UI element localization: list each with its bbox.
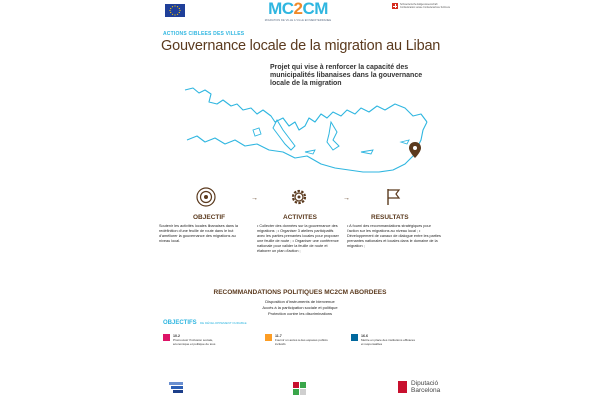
swiss-confederation-text: Schweizerische Eidgenossenschaft Confédération suisse Confederazione Svizzera bbox=[400, 3, 450, 9]
sdg-11-icon bbox=[265, 334, 272, 341]
swiss-cross-icon bbox=[392, 3, 398, 9]
sdg-description: Fournir un accès à des espaces publics inclusifs bbox=[275, 338, 328, 346]
sdg-description: Promouvoir l'inclusion sociale, économique et politique de tous bbox=[173, 338, 216, 346]
arrow-right-icon: → bbox=[251, 195, 258, 202]
sdg-number: 10.2 bbox=[173, 334, 180, 338]
diputacio-logo bbox=[398, 381, 407, 393]
recommendation-item: Disposition d'instruments de bienvenue bbox=[265, 299, 335, 304]
flag-icon bbox=[382, 186, 404, 208]
target-icon bbox=[195, 186, 217, 208]
gear-icon bbox=[288, 186, 310, 208]
resultats-body: • A fourni des recommandations stratégiques pour l'action sur les migrations au niveau local ; • Développement de canaux de dialogue entre les parties prenantes nationales et locales dans le domaine de la migration ; bbox=[347, 224, 441, 248]
project-subtitle: Projet qui vise à renforcer la capacité des municipalités libanaises dans la gouvernance locale de la migration bbox=[270, 64, 423, 87]
recommendations-title: RECOMMANDATIONS POLITIQUES MC2CM ABORDEES bbox=[213, 289, 387, 296]
logo-tagline: MIGRATION DE VILLE A VILLE EN MEDITERRANEE bbox=[264, 19, 332, 22]
activites-title: ACTIVITES bbox=[283, 214, 317, 221]
recommendation-item: Protection contre les discriminations bbox=[267, 311, 333, 316]
resultats-title: RESULTATS bbox=[371, 214, 409, 221]
partner-logo-left bbox=[167, 380, 187, 396]
page-title: Gouvernance locale de la migration au Liban bbox=[161, 38, 441, 54]
objectives-sublabel: DE DÉVELOPPEMENT DURABLE bbox=[200, 321, 247, 325]
mc2cm-logo: MC2CM MIGRATION DE VILLE A VILLE EN MEDITERRANEE bbox=[264, 0, 332, 22]
recommendation-item: Accès à la participation sociale et politique bbox=[262, 305, 338, 310]
sdg-number: 16.6 bbox=[361, 334, 368, 338]
sdg-description: Mettre en place des institutions efficaces et responsables bbox=[361, 338, 415, 346]
diputacio-text: Diputació Barcelona bbox=[411, 380, 441, 394]
lebanon-location-pin-icon bbox=[409, 142, 421, 158]
map-south-coast bbox=[187, 122, 427, 172]
activites-body: • Collecter des données sur la gouvernance des migrations ; • Organiser 3 ateliers participatifs avec les parties prenantes locales pour proposer une feuille de route ; • Organiser une conférence nationale pour valider la feuille de route et élaborer un plan d'action ; bbox=[257, 224, 339, 253]
objectif-body: Soutenir les activités locales libanaises dans la redéfinition d'une feuille de route dans le but d'améliorer la gouvernance des migrations au niveau local. bbox=[159, 224, 238, 243]
objectif-title: OBJECTIF bbox=[193, 214, 226, 221]
page bbox=[145, 0, 455, 400]
sdg-10-icon bbox=[163, 334, 170, 341]
sdg-16-icon bbox=[351, 334, 358, 341]
sdg-number: 11.7 bbox=[275, 334, 282, 338]
map-greece bbox=[327, 122, 339, 150]
eu-flag-logo bbox=[165, 4, 185, 17]
map-north-coast bbox=[185, 88, 427, 130]
objectives-label: OBJECTIFS bbox=[163, 320, 197, 326]
eu-stars-icon bbox=[169, 5, 181, 16]
partner-logo-center bbox=[291, 380, 309, 396]
arrow-right-icon: → bbox=[343, 195, 350, 202]
kicker-label: ACTIONS CIBLEES DES VILLES bbox=[163, 31, 245, 37]
